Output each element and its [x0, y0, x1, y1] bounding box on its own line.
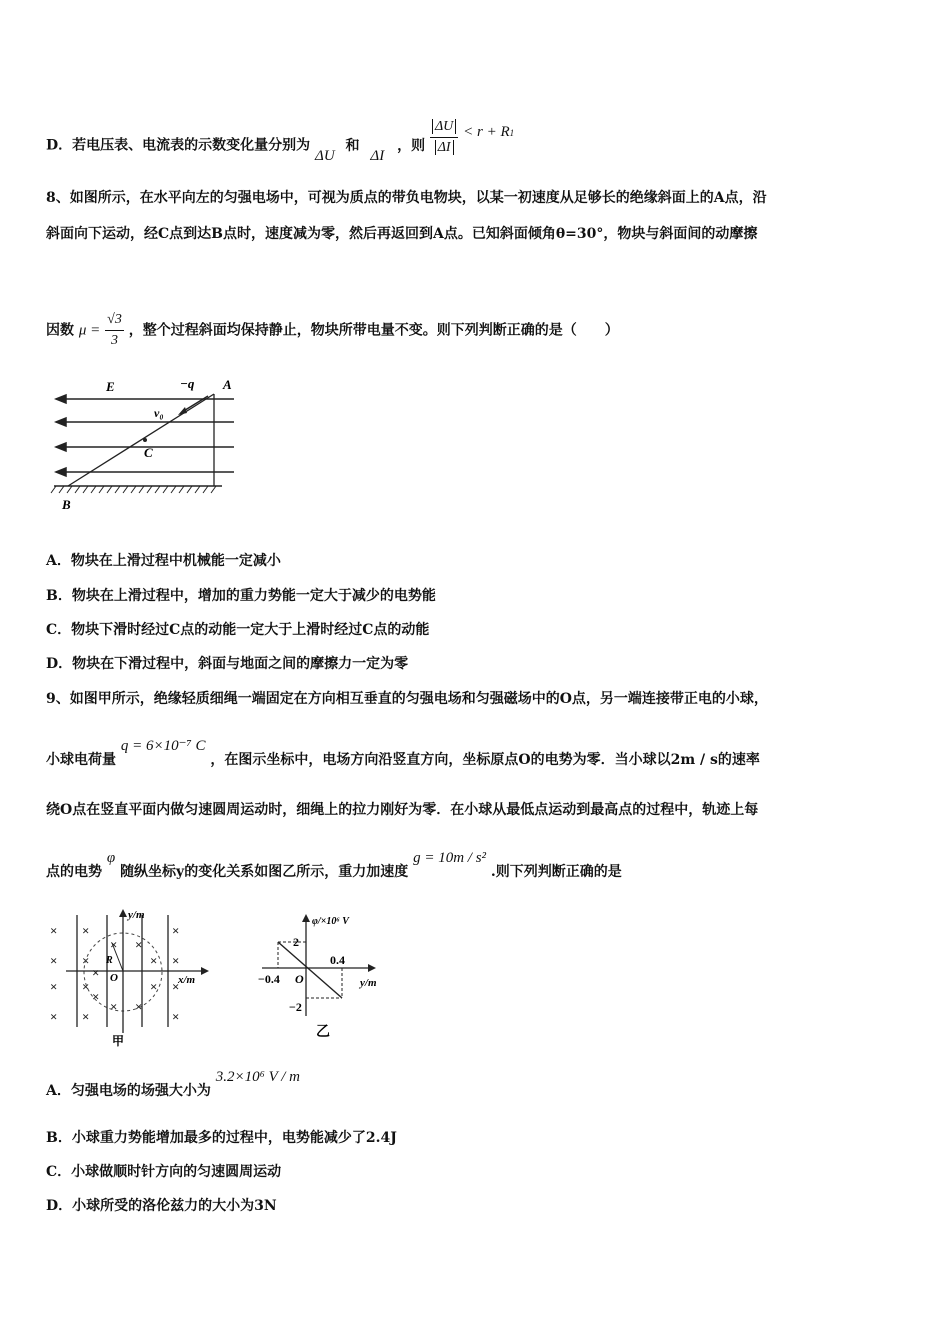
q8-option-d: D．物块在下滑过程中，斜面与地面之间的摩擦力一定为零 — [46, 656, 409, 672]
q8-line-3 — [46, 310, 619, 351]
svg-text:×: × — [110, 937, 118, 952]
inequality-rhs-subscript: 1 — [509, 127, 515, 138]
jia-y-axis-label: y/m — [128, 909, 145, 921]
sqrt3-numerator: √3 — [105, 310, 124, 331]
q9-figure-jia — [44, 905, 214, 1047]
phi-symbol: φ — [106, 850, 116, 866]
q8-line-3-prefix: 因数 — [46, 322, 74, 339]
phi-line — [278, 942, 342, 998]
q9-option-b: B．小球重力势能增加最多的过程中，电势能减少了2.4J — [46, 1130, 397, 1146]
fraction-numerator: ΔU — [432, 119, 456, 134]
label-minus-q: −q — [180, 376, 195, 391]
label-B: B — [62, 497, 71, 512]
q8-option-a: A．物块在上滑过程中机械能一定减小 — [46, 553, 281, 569]
mu-denominator: 3 — [111, 333, 118, 348]
field-strength-value: 3.2×10⁶ V / m — [215, 1069, 300, 1085]
svg-text:×: × — [172, 953, 180, 968]
svg-text:×: × — [172, 1009, 180, 1024]
q8-line-1: 8、如图所示，在水平向左的匀强电场中，可视为质点的带负电物块，以某一初速度从足够长的绝缘斜面上的A点，沿 — [46, 190, 767, 206]
q8-line-2: 斜面向下运动，经C点到达B点时，速度减为零，然后再返回到A点。已知斜面倾角θ=30°，物块与斜面间的动摩擦 — [46, 226, 758, 242]
mu-fraction — [105, 310, 124, 351]
q9-option-a-text: A．匀强电场的场强大小为 — [46, 1083, 211, 1099]
label-v0: v₀ — [154, 406, 164, 420]
yi-tick-x-left: −0.4 — [258, 972, 280, 986]
svg-text:×: × — [172, 979, 180, 994]
jia-caption: 甲 — [112, 1034, 125, 1047]
q9-figure-yi — [256, 912, 396, 1042]
yi-x-axis-label: y/m — [360, 977, 377, 989]
yi-tick-x-right: 0.4 — [330, 953, 345, 967]
jia-x-axis-label: x/m — [178, 974, 196, 986]
prev-option-d — [46, 119, 515, 166]
mu-symbol: μ = — [78, 322, 101, 339]
yi-caption: 乙 — [316, 1025, 330, 1040]
svg-text:×: × — [92, 965, 100, 980]
q9-line-1: 9、如图甲所示，绝缘轻质细绳一端固定在方向相互垂直的匀强电场和匀强磁场中的O点，另一端连接带正电的小球， — [46, 691, 768, 707]
q9-line-3: 绕O点在竖直平面内做匀速圆周运动时，细绳上的拉力刚好为零．在小球从最低点运动到最高点的过程中，轨迹上每 — [46, 802, 759, 818]
svg-text:×: × — [82, 953, 90, 968]
svg-text:×: × — [135, 937, 143, 952]
ratio-fraction — [430, 117, 458, 158]
delta-i-symbol: ΔI — [370, 147, 385, 164]
jia-origin-label: O — [110, 972, 118, 984]
charge-formula: q = 6×10⁻⁷ C — [120, 738, 206, 754]
q9-line-4-middle: 随纵坐标y的变化关系如图乙所示，重力加速度 — [120, 864, 409, 880]
label-E: E — [106, 379, 115, 394]
q9-option-a — [46, 1069, 300, 1101]
then-word: ，则 — [397, 137, 426, 154]
svg-text:×: × — [92, 989, 100, 1004]
delta-u-symbol: ΔU — [315, 147, 335, 164]
q9-option-c: C．小球做顺时针方向的匀速圆周运动 — [46, 1164, 282, 1180]
svg-text:×: × — [82, 923, 90, 938]
q8-line-3-suffix: ，整个过程斜面均保持静止，物块所带电量不变。则下列判断正确的是（ ） — [128, 322, 619, 339]
yi-tick-y-top: 2 — [293, 935, 299, 949]
svg-text:×: × — [50, 1009, 58, 1024]
jia-radius-label: R — [106, 955, 113, 966]
and-word: 和 — [345, 137, 360, 154]
q9-line-4 — [46, 850, 622, 882]
inequality-rhs: < r + R — [463, 123, 510, 140]
q9-line-2-prefix: 小球电荷量 — [46, 752, 116, 768]
yi-y-axis-label: φ/×10⁶ V — [312, 916, 349, 927]
svg-text:×: × — [50, 953, 58, 968]
svg-text:×: × — [172, 923, 180, 938]
prev-option-d-text: D．若电压表、电流表的示数变化量分别为 — [46, 137, 311, 154]
yi-origin-label: O — [295, 972, 304, 986]
q9-line-2 — [46, 738, 760, 770]
svg-text:×: × — [150, 979, 158, 994]
q9-option-d: D．小球所受的洛伦兹力的大小为3N — [46, 1198, 277, 1214]
yi-tick-y-bottom: −2 — [289, 1000, 302, 1014]
svg-text:×: × — [82, 979, 90, 994]
q8-incline-figure — [48, 372, 238, 514]
q9-line-4-prefix: 点的电势 — [46, 864, 102, 880]
svg-text:×: × — [150, 953, 158, 968]
svg-text:×: × — [82, 1009, 90, 1024]
svg-text:×: × — [110, 999, 118, 1014]
svg-text:×: × — [135, 999, 143, 1014]
svg-text:×: × — [50, 923, 58, 938]
label-C: C — [144, 445, 153, 460]
q8-option-c: C．物块下滑时经过C点的动能一定大于上滑时经过C点的动能 — [46, 622, 430, 638]
q9-line-4-suffix: .则下列判断正确的是 — [490, 864, 622, 880]
q8-option-b: B．物块在上滑过程中，增加的重力势能一定大于减少的电势能 — [46, 588, 436, 604]
q9-line-2-suffix: ，在图示坐标中，电场方向沿竖直方向，坐标原点O的电势为零．当小球以2m / s的速率 — [210, 752, 760, 768]
svg-text:×: × — [50, 979, 58, 994]
fraction-denominator: ΔI — [435, 140, 454, 155]
gravity-formula: g = 10m / s² — [413, 850, 487, 866]
label-A: A — [223, 377, 232, 392]
